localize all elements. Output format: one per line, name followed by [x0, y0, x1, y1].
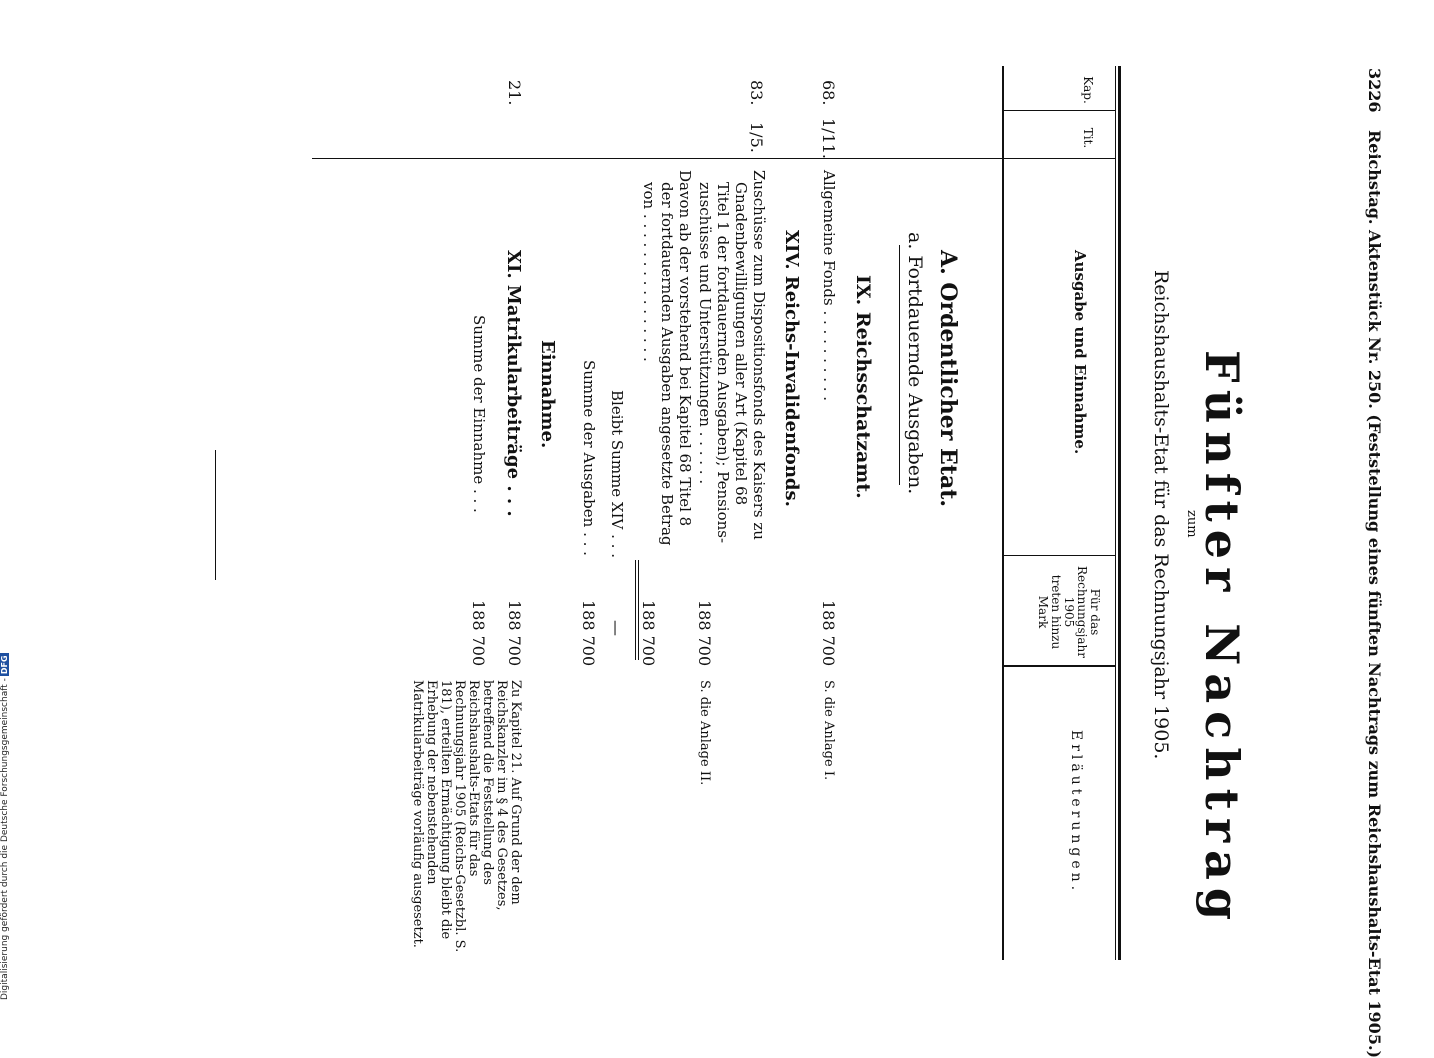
- table-top-rule: [1118, 66, 1121, 960]
- col-header-notes: Erläuterungen.: [1068, 730, 1084, 895]
- bleibt-summe-xiv: Bleibt Summe XIV . . .: [608, 390, 626, 558]
- row2b-amount: 188 700: [639, 600, 658, 667]
- row3-note: Zu Kapitel 21. Auf Grund der dem Reichskanzler im § 4 des Gesetzes, betreffend die Feststellung des Reichshaushalts-Etats für das Rechnungsjahr 1905 (Reichs-Gesetzbl. S. 181), erteilten Ermächtigung bleibt die Erhebung der nebenstehenden Matrikularbeiträge vorläufig ausgesetzt.: [410, 680, 523, 953]
- subtract-rule: [638, 560, 639, 660]
- footer-text: Digitalisierung gefördert durch die Deutsche Forschungsgemeinschaft -: [0, 678, 10, 1000]
- col-header-kap: Kap.: [1081, 76, 1095, 104]
- row2-text-2: Gnadenbewilligungen aller Art (Kapitel 68: [732, 182, 750, 506]
- kap-col-rule: [312, 158, 1116, 159]
- section-ordentlicher-etat: A. Ordentlicher Etat.: [935, 250, 961, 508]
- section-xi-matrikularbeitraege: XI. Matrikularbeiträge . . .: [503, 250, 524, 517]
- table-top-rule-thin: [1115, 66, 1116, 960]
- section-underline: [899, 245, 900, 485]
- col-header-tit: Tit.: [1081, 127, 1095, 149]
- document-subtitle: Reichshaushalts-Etat für das Rechnungsjahr 1905.: [1150, 270, 1172, 760]
- row2-text-3: Titel 1 der fortdauernden Ausgaben); Pensions-: [714, 182, 732, 544]
- subtract-rule-2: [635, 560, 636, 660]
- row2b-text-1: Davon ab der vorstehend bei Kapitel 68 Titel 8: [676, 170, 694, 527]
- row2b-text-2: der fortdauernden Ausgaben angesetzte Betrag: [658, 182, 676, 546]
- tit-col-rule: [1004, 110, 1116, 111]
- dfg-logo: DFG: [0, 655, 9, 675]
- row1-kap: 68.: [819, 80, 838, 106]
- row3-amount: 188 700: [505, 600, 524, 667]
- amount-col-rule: [1004, 665, 1116, 667]
- row2-text-4: zuschüsse und Unterstützungen . . . . . .: [696, 182, 714, 485]
- row1-note: S. die Anlage I.: [821, 680, 836, 781]
- row1-amount: 188 700: [819, 600, 838, 667]
- row2-tit: 1/5.: [747, 122, 766, 153]
- summe-ausgaben-amount: 188 700: [579, 600, 598, 667]
- row2-kap: 83.: [747, 80, 766, 106]
- section-einnahme: Einnahme.: [537, 340, 558, 449]
- document-title: Fünfter Nachtrag: [1195, 350, 1249, 929]
- row2-amount: 188 700: [695, 600, 714, 667]
- table-header-rule: [1002, 66, 1004, 960]
- row1-tit: 1/11.: [819, 118, 838, 160]
- section-fortdauernde-ausgaben: a. Fortdauernde Ausgaben.: [904, 232, 926, 495]
- summe-der-einnahme: Summe der Einnahme . . .: [470, 315, 488, 513]
- summe-einnahme-amount: 188 700: [469, 600, 488, 667]
- running-title: Reichstag. Aktenstück Nr. 250. (Feststellung eines fünften Nachtrags zum Reichshaushalts-Etat 1905.): [1365, 130, 1384, 1058]
- section-xiv: XIV. Reichs-Invalidenfonds.: [781, 230, 802, 507]
- page-number: 3226: [1365, 68, 1384, 113]
- row1-text: Allgemeine Fonds . . . . . . . . . .: [820, 170, 838, 402]
- digitization-footer: [0, 0, 14, 1000]
- bleibt-amount: —: [607, 620, 626, 636]
- row3-kap: 21.: [505, 80, 524, 106]
- row2-text-1: Zuschüsse zum Dispositionsfonds des Kaisers zu: [750, 170, 768, 540]
- summe-der-ausgaben: Summe der Ausgaben . . .: [580, 360, 598, 556]
- title-zum: zum: [1184, 510, 1199, 538]
- main-col-rule: [1004, 555, 1116, 556]
- section-ix: IX. Reichsschatzamt.: [852, 275, 874, 499]
- row2-note: S. die Anlage II.: [697, 680, 712, 786]
- col-header-amount: Für das Rechnungsjahr 1905 treten hinzu Mark: [1036, 566, 1102, 658]
- col-header-main: Ausgabe und Einnahme.: [1071, 250, 1089, 455]
- margin-mark: [215, 450, 216, 580]
- row2b-text-3: von . . . . . . . . . . . . . . . .: [640, 182, 658, 362]
